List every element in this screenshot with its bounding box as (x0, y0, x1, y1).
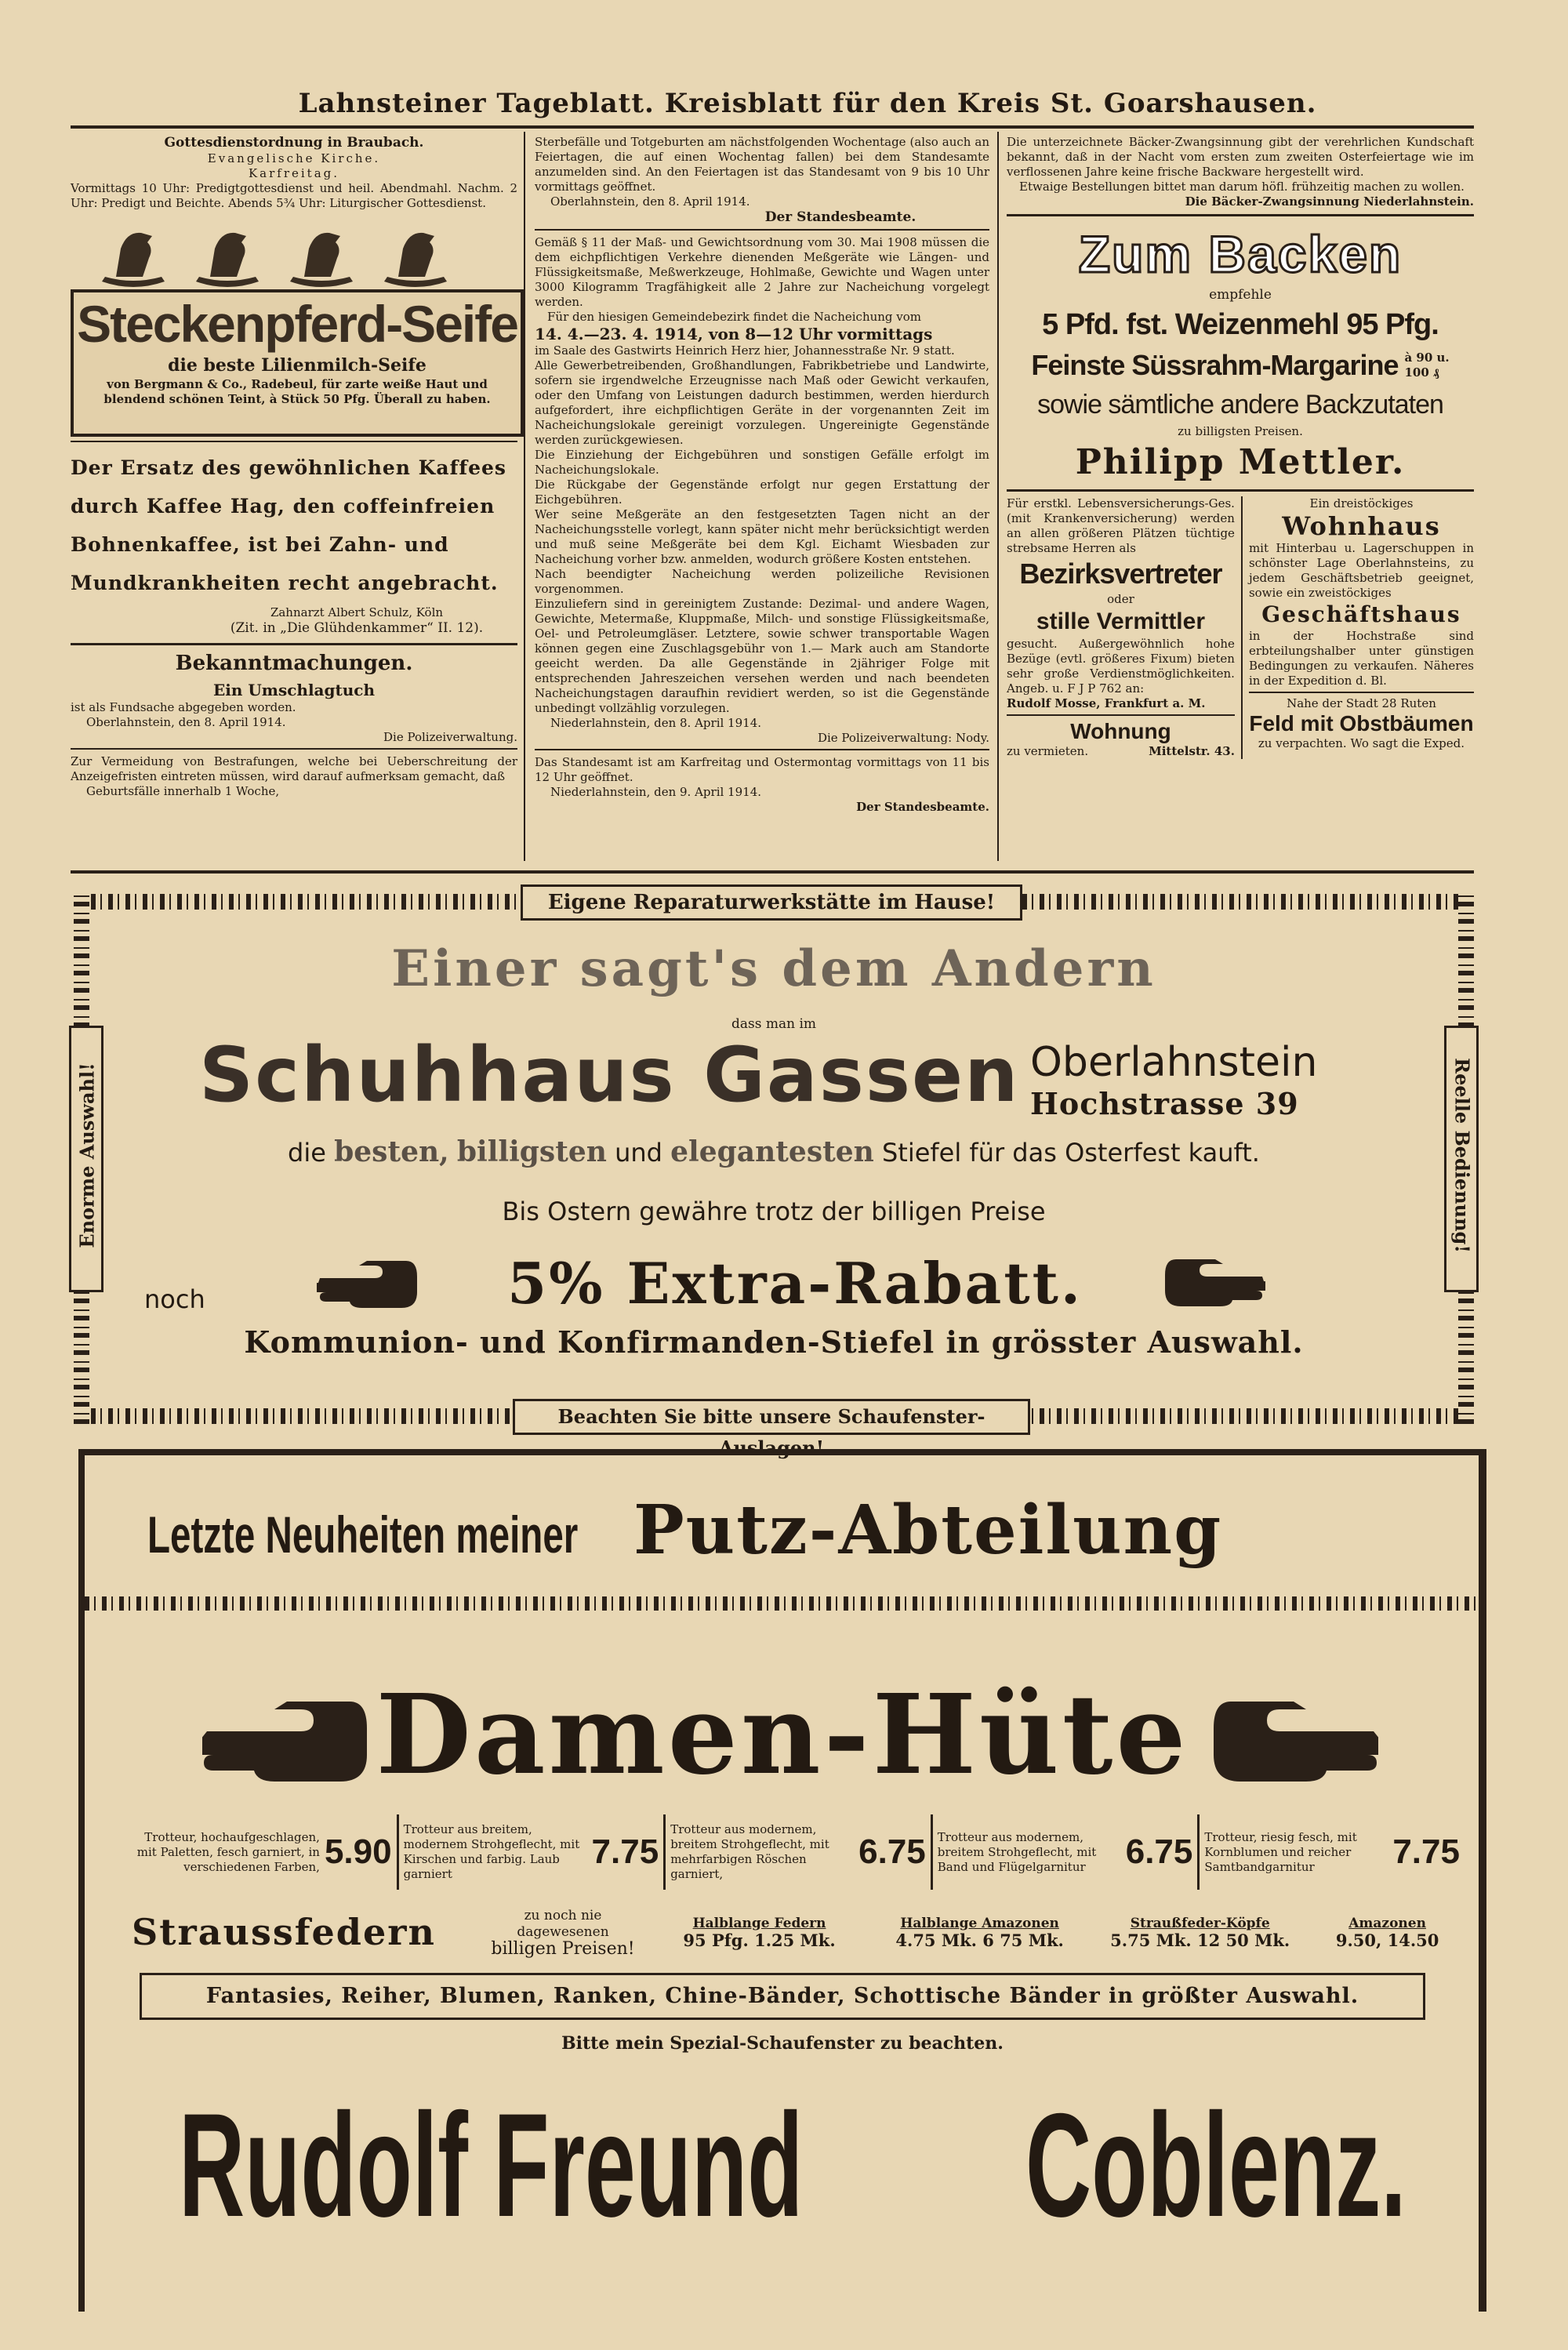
shoe-bottom-banner: Beachten Sie bitte unsere Schaufenster-Auslagen! (513, 1399, 1030, 1435)
soap-small: von Bergmann & Co., Radebeul, für zarte weiße Haut und blendend schönen Teint, à Stück 50 Pfg. Überall zu haben. (103, 377, 491, 406)
rule-agents-top (1007, 489, 1474, 492)
registry-text: Sterbefälle und Totgeburten am nächstfolgenden Wochentage (also auch an Feiertagen, die auf einen Wochentag fallen) bei dem Standesamte anzumelden sind. An den Feiertagen ist das Standesamt von 9 bis 10 Uhr vormittags geöffnet. (535, 135, 989, 194)
feathers-desc (477, 1908, 649, 1957)
hat-item-1 (397, 1814, 664, 1890)
rule-field-top (1249, 692, 1474, 693)
agent-text: Für erstkl. Lebensversicherungs-Ges. (mit Krankenversicherung) werden an allen größeren Plätzen tüchtige strebsame Herren als (1007, 496, 1235, 555)
calibration-p1: Gemäß § 11 der Maß- und Gewichtsordnung vom 30. Mai 1908 müssen die dem eichpflichtigen Verkehre dienenden Meßgeräte wie Längen- und Flüssigkeitsmaße, Meßwerkzeuge, Hohlmaße, Gewichte und Wagen unter 3000 Kilogramm Tragfähigkeit alle 2 Jahre zur Nacheichung vorgelegt werden. (535, 235, 989, 309)
feathers-col-0-prices: 95 Pfg. 1.25 Mk. (683, 1930, 836, 1950)
calibration-p2b: im Saale des Gastwirts Heinrich Herz hier, Johannesstraße Nr. 9 statt. (535, 343, 955, 358)
rule-backen-top (1007, 214, 1474, 216)
hat-item-0 (132, 1814, 397, 1890)
column-1 (71, 135, 517, 799)
shoe-right-banner-text: Reelle Bedienung! (1450, 1058, 1474, 1253)
shoe-line1-b2: billigsten (456, 1135, 607, 1168)
coffee-sig: Zahnarzt Albert Schulz, Köln (270, 605, 444, 619)
calibration-date: 14. 4.—23. 4. 1914, von 8—12 Uhr vormittags (535, 325, 933, 343)
easter-text: Das Standesamt ist am Karfreitag und Ostermontag vormittags von 11 bis 12 Uhr geöffnet. (535, 755, 989, 784)
hat-fantasies: Fantasies, Reiher, Blumen, Ranken, Chine-Bänder, Schottische Bänder in größter Auswahl. (140, 1973, 1425, 2020)
hat-item-4-text: Trotteur, riesig fesch, mit Kornblumen und reicher Samtbandgarnitur (1204, 1829, 1357, 1874)
hat-city: Coblenz. (1025, 2083, 1406, 2247)
feathers-col-2 (1090, 1916, 1310, 1949)
hat-ad (78, 1449, 1486, 2312)
rule-calibration-top (535, 229, 989, 231)
calibration-p6: Wer seine Meßgeräte an den festgesetzten Tagen nicht an der Nacheichungsstelle vorlegt, kann später nicht mehr berücksichtigt werden und muß seine Meßgeräte bei dem Kgl. Eichamt Wiesbaden zur Nacheichung vorher bzw. anmelden, wodurch größere Kosten entstehen. (535, 507, 989, 566)
calibration-sig: Die Polizeiverwaltung: Nody. (817, 731, 989, 745)
shoe-line1-b1: besten, (334, 1135, 449, 1168)
calibration-p4: Die Einziehung der Eichgebühren und sonstigen Gefälle erfolgt im Nacheichungslokale. (535, 448, 989, 477)
hat-ornament (85, 1596, 1479, 1611)
column-3 (1007, 135, 1474, 759)
shoe-top-banner: Eigene Reparaturwerkstätte im Hause! (521, 884, 1022, 921)
soap-brand: Steckenpferd-Seife (77, 295, 517, 353)
soap-ad (71, 219, 517, 434)
shoe-noch: noch (144, 1284, 205, 1314)
calibration-p2: Für den hiesigen Gemeindebezirk findet die Nacheichung vom (547, 310, 922, 324)
masthead-rule (71, 125, 1474, 129)
feathers-col-1-prices: 4.75 Mk. 6 75 Mk. (895, 1930, 1064, 1950)
pointing-hand-right-icon (317, 1259, 419, 1314)
hat-item-2-price: 6.75 (858, 1832, 926, 1871)
field-text: zu verpachten. Wo sagt die Exped. (1258, 736, 1465, 750)
feathers-col-1 (869, 1916, 1090, 1949)
notice1-title: Ein Umschlagtuch (213, 681, 375, 699)
coffee-ref: (Zit. in „Die Glühdenkammer“ II. 12). (230, 620, 484, 636)
shoe-right-banner (1444, 1026, 1479, 1292)
notice2-line: Geburtsfälle innerhalb 1 Woche, (86, 784, 280, 798)
margarine-prices (1404, 351, 1449, 380)
col-divider-1 (524, 132, 525, 861)
shoe-headline: Einer sagt's dem Andern (391, 939, 1156, 998)
feathers-col-2-head: Straußfeder-Köpfe (1130, 1916, 1270, 1931)
agent-or: oder (1107, 592, 1134, 606)
notice2-text: Zur Vermeidung von Bestrafungen, welche bei Ueberschreitung der Anzeigefristen eintreten müssen, wird darauf aufmerksam gemacht, daß (71, 754, 517, 783)
shoe-street: Hochstrasse 39 (1030, 1086, 1299, 1121)
backen-title: Zum Backen (1078, 225, 1403, 283)
rule-coffee-top (71, 441, 517, 442)
hat-item-2-text: Trotteur aus modernem, breitem Strohgeflecht, mit mehrfarbigen Röschen garniert, (670, 1822, 829, 1881)
calibration-p5: Die Rückgabe der Gegenstände erfolgt nur gegen Erstattung der Eichgebühren. (535, 478, 989, 507)
rule-shoe-top (71, 870, 1474, 874)
hat-item-1-text: Trotteur aus breitem, modernem Strohgeflecht, mit Kirschen und farbig. Laub garniert (403, 1822, 580, 1881)
rule-notices-top (71, 643, 517, 645)
hat-main: Damen-Hüte (376, 1671, 1189, 1800)
feathers-col-2-prices: 5.75 Mk. 12 50 Mk. (1110, 1930, 1290, 1950)
shop-text: in der Hochstraße sind erbteilungshalber unter günstigen Bedingungen zu verkaufen. Näheres in der Expedition d. Bl. (1248, 629, 1474, 688)
easter-place: Niederlahnstein, den 9. April 1914. (550, 785, 762, 799)
shoe-left-banner (69, 1026, 103, 1292)
shoe-city: Oberlahnstein (1030, 1039, 1318, 1086)
church-sub2: Karfreitag. (248, 166, 340, 180)
hat-item-0-text: Trotteur, hochaufgeschlagen, mit Paletten, fesch garniert, in verschiedenen Farben, (136, 1829, 320, 1874)
margarine-price1: à 90 u. (1404, 351, 1450, 365)
pointing-hand-left-icon-large (1214, 1700, 1378, 1794)
rule-flat-top (1007, 714, 1235, 716)
shoe-line1-post: Stiefel für das Osterfest kauft. (881, 1138, 1260, 1168)
feathers-col-3 (1310, 1916, 1465, 1949)
field-title: Feld mit Obstbäumen (1249, 711, 1474, 736)
margarine-offer: Feinste Süssrahm-Margarine (1031, 349, 1399, 381)
hat-item-3 (931, 1814, 1198, 1890)
soap-box (71, 289, 524, 437)
hat-item-4-price: 7.75 (1392, 1832, 1460, 1871)
shoe-line1-b3: elegantesten (670, 1135, 874, 1168)
feathers-title: Straussfedern (132, 1911, 436, 1953)
hat-name: Rudolf Freund (179, 2083, 804, 2247)
church-sub1: Evangelische Kirche. (207, 151, 381, 165)
bakers-text: Die unterzeichnete Bäcker-Zwangsinnung gibt der verehrlichen Kundschaft bekannt, daß in der Nacht vom ersten zum zweiten Osterfeiertage wie im verflossenen Jahre keine frische Backware hergestellt wird. (1007, 135, 1474, 179)
calibration-p7: Nach beendigter Nacheichung werden polizeiliche Revisionen vorgenommen. (535, 567, 989, 596)
feathers-col-0 (649, 1916, 869, 1949)
agent-ad (1007, 496, 1243, 759)
other-offer: sowie sämtliche andere Backzutaten (1037, 390, 1443, 420)
shoe-line3: Kommunion- und Konfirmanden-Stiefel in grösster Auswahl. (244, 1324, 1304, 1360)
calibration-place: Niederlahnstein, den 8. April 1914. (550, 716, 762, 730)
merchant-name: Philipp Mettler. (1075, 442, 1406, 482)
feathers-col-1-head: Halblange Amazonen (900, 1916, 1059, 1931)
notice1-place: Oberlahnstein, den 8. April 1914. (86, 715, 286, 729)
column-2 (535, 135, 989, 815)
flat-addr: Mittelstr. 43. (1149, 744, 1235, 758)
house-text: mit Hinterbau u. Lagerschuppen in schönster Lage Oberlahnsteins, zu jedem Geschäftsbetrieb geeignet, sowie ein zweistöckiges (1248, 541, 1474, 600)
agent-title: Bezirksvertreter (1019, 558, 1222, 590)
hat-item-3-text: Trotteur aus modernem, breitem Strohgeflecht, mit Band und Flügelgarnitur (937, 1829, 1097, 1874)
shoe-line1 (121, 1135, 1427, 1169)
feathers-col-3-head: Amazonen (1348, 1916, 1426, 1931)
agent-title2: stille Vermittler (1036, 608, 1206, 634)
feathers-text2: billigen Preisen! (491, 1938, 635, 1959)
church-text: Vormittags 10 Uhr: Predigtgottesdienst und heil. Abendmahl. Nachm. 2 Uhr: Predigt und Beichte. Abends 5¾ Uhr: Liturgischer Gottesdienst. (71, 181, 517, 210)
col3-lower (1007, 496, 1474, 759)
hat-item-1-price: 7.75 (591, 1832, 659, 1871)
hat-item-0-price: 5.90 (324, 1832, 392, 1871)
house-ad (1243, 496, 1474, 759)
margarine-price2: 100 ₰ (1404, 365, 1439, 380)
field-pre: Nahe der Stadt 28 Ruten (1287, 696, 1436, 710)
cheap-prices: zu billigsten Preisen. (1178, 424, 1303, 438)
shoe-sub: dass man im (731, 1016, 817, 1032)
registry-sig: Der Standesbeamte. (764, 209, 916, 225)
shoe-line2: Bis Ostern gewähre trotz der billigen Preise (502, 1197, 1046, 1226)
shoe-ad (74, 884, 1474, 1459)
feathers-row (132, 1901, 1465, 1963)
flat-row (1007, 744, 1235, 759)
notice1-text: ist als Fundsache abgegeben worden. (71, 700, 296, 714)
feathers-text1: zu noch nie dagewesenen (517, 1907, 609, 1940)
agent-text2: gesucht. Außergewöhnlich hohe Bezüge (evtl. größeres Fixum) bieten sehr große Verdienstmöglichkeiten. Angeb. u. F J P 762 an: (1007, 637, 1235, 696)
flat-title: Wohnung (1070, 719, 1171, 743)
calibration-p3: Alle Gewerbetreibenden, Großhandlungen, Fabrikbetriebe und Landwirte, sofern sie irgendwelche Erzeugnisse nach Maß oder Gewicht verkaufen, oder den Umfang von Leistungen dadurch bestimmen, werden hierdurch aufgefordert, ihre eichpflichtigen Geräte in der vorgenannten Zeit im Nacheichungslokale gereinigt vorzulegen. Ungereinigte Gegenstände werden zurückgewiesen. (535, 358, 989, 447)
hat-item-2 (663, 1814, 931, 1890)
hat-item-3-price: 6.75 (1125, 1832, 1193, 1871)
bakers-text2: Etwaige Bestellungen bittet man darum höfl. frühzeitig machen zu wollen. (1019, 180, 1465, 194)
pointing-hand-right-icon-large (202, 1700, 367, 1794)
registry-place: Oberlahnstein, den 8. April 1914. (550, 194, 750, 209)
easter-sig: Der Standesbeamte. (856, 800, 989, 814)
feathers-col-0-head: Halblange Federn (692, 1916, 826, 1931)
margarine-row (1007, 346, 1474, 385)
pointing-hand-left-icon (1140, 1258, 1265, 1317)
hat-note: Bitte mein Spezial-Schaufenster zu beachten. (561, 2033, 1004, 2054)
hat-items (132, 1814, 1465, 1890)
shoe-shop-name: Schuhhaus Gassen (199, 1031, 1020, 1119)
house-title: Wohnhaus (1282, 511, 1441, 541)
col-divider-2 (997, 132, 999, 861)
shoe-left-banner-text: Enorme Auswahl! (75, 1062, 99, 1248)
hat-headline-row (147, 1484, 1417, 1570)
bakers-sig: Die Bäcker-Zwangsinnung Niederlahnstein. (1185, 194, 1474, 209)
backen-sub: empfehle (1209, 287, 1272, 303)
house-pre: Ein dreistöckiges (1309, 496, 1414, 510)
agent-addr: Rudolf Mosse, Frankfurt a. M. (1007, 696, 1206, 710)
calibration-p8: Einzuliefern sind in gereinigtem Zustande: Dezimal- und andere Wagen, Gewichte, Metermaße, Kluppmaße, Milch- und sonstige Flüssigkeitsmaße, Oel- und Petroleumgläser. Letztere, sowie schwer transportable Wagen können gegen eine Zuschlagsgebühr von 1.— Mark auch am Standorte geeicht werden. Da alle Gegenstände in 2jähriger Folge mit entsprechenden Jahreszeichen versehen werden und nach beendeten Nacheichungstagen daraufhin revidiert werden, so ist die Gegenstände unbedingt vollzählig vorzulegen. (535, 597, 989, 715)
notice1-sig: Die Polizeiverwaltung. (383, 730, 517, 744)
flat-text: zu vermieten. (1007, 744, 1089, 758)
hat-headline-big: Putz-Abteilung (633, 1491, 1223, 1570)
soap-sub: die beste Lilienmilch-Seife (168, 355, 426, 376)
shop-title: Geschäftshaus (1261, 601, 1461, 627)
rocking-horse-icons (71, 219, 517, 289)
shoe-line1-pre: die (288, 1138, 326, 1168)
rule-easter-top (535, 749, 989, 750)
rule-notice2-top (71, 748, 517, 750)
feathers-col-3-prices: 9.50, 14.50 (1335, 1930, 1439, 1950)
hat-headline-small: Letzte Neuheiten meiner (147, 1506, 579, 1564)
coffee-text: Der Ersatz des gewöhnlichen Kaffees durch Kaffee Hag, den coffeinfreien Bohnenkaffee, ist bei Zahn- und Mundkrankheiten recht angebracht. (71, 456, 507, 594)
shoe-line1-mid: und (615, 1138, 662, 1168)
flour-offer: 5 Pfd. fst. Weizenmehl 95 Pfg. (1042, 308, 1439, 341)
hat-item-4 (1197, 1814, 1465, 1890)
masthead: Lahnsteiner Tageblatt. Kreisblatt für den Kreis St. Goarshausen. (298, 88, 1317, 119)
church-title: Gottesdienstordnung in Braubach. (164, 135, 424, 151)
shoe-rabatt: 5% Extra-Rabatt. (507, 1250, 1083, 1317)
notices-title: Bekanntmachungen. (175, 652, 413, 675)
